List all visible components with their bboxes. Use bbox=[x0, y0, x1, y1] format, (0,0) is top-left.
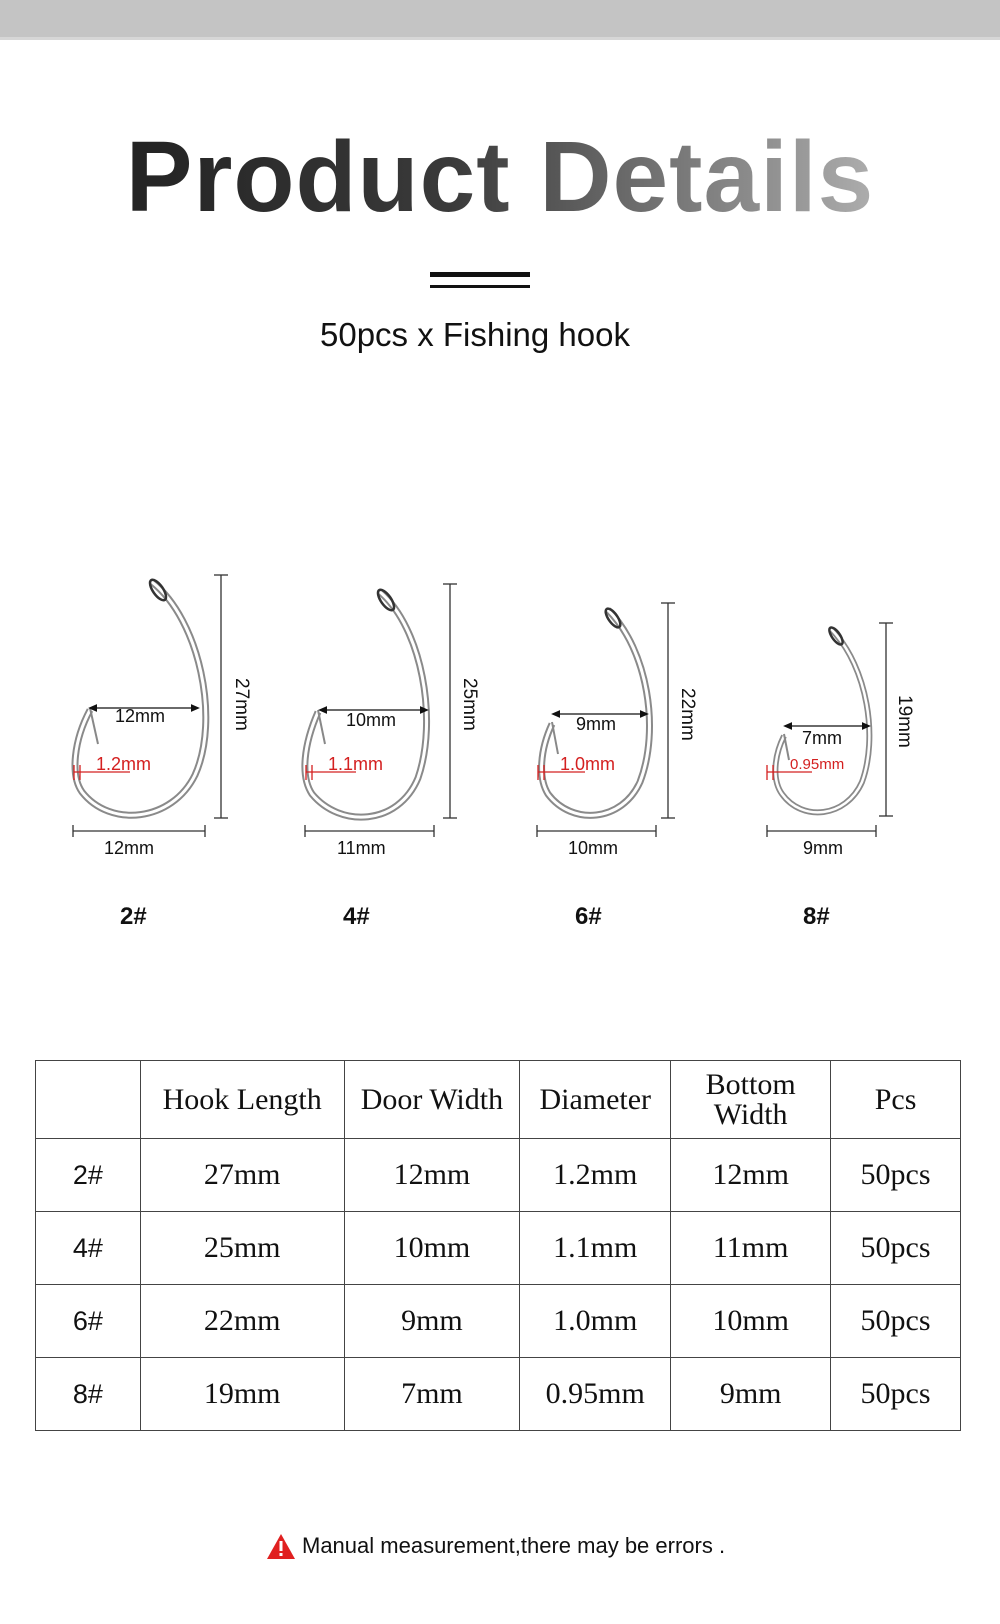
hook-4-length-label: 25mm bbox=[459, 678, 480, 731]
hook-8-size-label: 8# bbox=[803, 903, 830, 930]
hook-8-bottom-label: 9mm bbox=[803, 838, 843, 858]
cell-bottom-width: 10mm bbox=[671, 1285, 831, 1358]
cell-size: 2# bbox=[36, 1139, 141, 1212]
note-text: Manual measurement,there may be errors . bbox=[302, 1533, 726, 1558]
hook-6-length-label: 22mm bbox=[677, 688, 698, 741]
cell-hook-length: 19mm bbox=[140, 1358, 344, 1431]
hook-diagrams bbox=[0, 560, 1000, 960]
hook-6-bottom-label: 10mm bbox=[568, 838, 619, 858]
subtitle: 50pcs x Fishing hook bbox=[319, 316, 630, 353]
cell-size: 4# bbox=[36, 1212, 141, 1285]
hook-4-wire-label: 1.1mm bbox=[328, 754, 384, 774]
warning-icon bbox=[266, 1533, 296, 1560]
cell-door-width: 10mm bbox=[344, 1212, 520, 1285]
table-header-row bbox=[36, 1061, 961, 1139]
hook-4-size-label: 4# bbox=[343, 903, 370, 930]
cell-pcs: 50pcs bbox=[831, 1212, 961, 1285]
hook-6-wire-label: 1.0mm bbox=[560, 754, 616, 774]
header-pcs: Pcs bbox=[831, 1061, 961, 1139]
hook-2-length-label: 27mm bbox=[231, 678, 252, 731]
table-row bbox=[36, 1285, 961, 1358]
cell-pcs: 50pcs bbox=[831, 1139, 961, 1212]
header-size bbox=[36, 1061, 141, 1139]
hook-6-size-label: 6# bbox=[575, 903, 602, 930]
hook-6-gap-label: 9mm bbox=[576, 714, 616, 734]
cell-size: 6# bbox=[36, 1285, 141, 1358]
header-hook-length: Hook Length bbox=[140, 1061, 344, 1139]
page-title: Product Details bbox=[0, 120, 1000, 235]
table-row bbox=[36, 1139, 961, 1212]
cell-door-width: 12mm bbox=[344, 1139, 520, 1212]
cell-hook-length: 22mm bbox=[140, 1285, 344, 1358]
hook-4-gap-label: 10mm bbox=[346, 710, 397, 730]
hook-2-bottom-label: 12mm bbox=[104, 838, 155, 858]
cell-size: 8# bbox=[36, 1358, 141, 1431]
header-door-width: Door Width bbox=[344, 1061, 520, 1139]
top-banner-strip bbox=[0, 0, 1000, 40]
cell-diameter: 1.2mm bbox=[520, 1139, 671, 1212]
cell-diameter: 0.95mm bbox=[520, 1358, 671, 1431]
cell-bottom-width: 12mm bbox=[671, 1139, 831, 1212]
cell-pcs: 50pcs bbox=[831, 1285, 961, 1358]
cell-bottom-width: 9mm bbox=[671, 1358, 831, 1431]
cell-hook-length: 25mm bbox=[140, 1212, 344, 1285]
header-bottom-width: Bottom Width bbox=[671, 1061, 831, 1139]
title-underline-bottom bbox=[430, 285, 530, 288]
table-row bbox=[36, 1212, 961, 1285]
cell-door-width: 9mm bbox=[344, 1285, 520, 1358]
hook-8-length-label: 19mm bbox=[894, 695, 915, 748]
hook-2-wire-label: 1.2mm bbox=[96, 754, 152, 774]
cell-diameter: 1.1mm bbox=[520, 1212, 671, 1285]
cell-diameter: 1.0mm bbox=[520, 1285, 671, 1358]
table-row bbox=[36, 1358, 961, 1431]
hook-8-gap-label: 7mm bbox=[802, 728, 842, 748]
header-diameter: Diameter bbox=[520, 1061, 671, 1139]
cell-hook-length: 27mm bbox=[140, 1139, 344, 1212]
hook-2-gap-label: 12mm bbox=[115, 706, 166, 726]
hook-2-size-label: 2# bbox=[120, 903, 147, 930]
cell-pcs: 50pcs bbox=[831, 1358, 961, 1431]
spec-table bbox=[35, 1060, 961, 1431]
measurement-note bbox=[266, 1528, 725, 1564]
cell-door-width: 7mm bbox=[344, 1358, 520, 1431]
hook-4-bottom-label: 11mm bbox=[337, 838, 386, 858]
hook-8-wire-label: 0.95mm bbox=[790, 756, 845, 773]
cell-bottom-width: 11mm bbox=[671, 1212, 831, 1285]
title-underline-top bbox=[430, 272, 530, 277]
